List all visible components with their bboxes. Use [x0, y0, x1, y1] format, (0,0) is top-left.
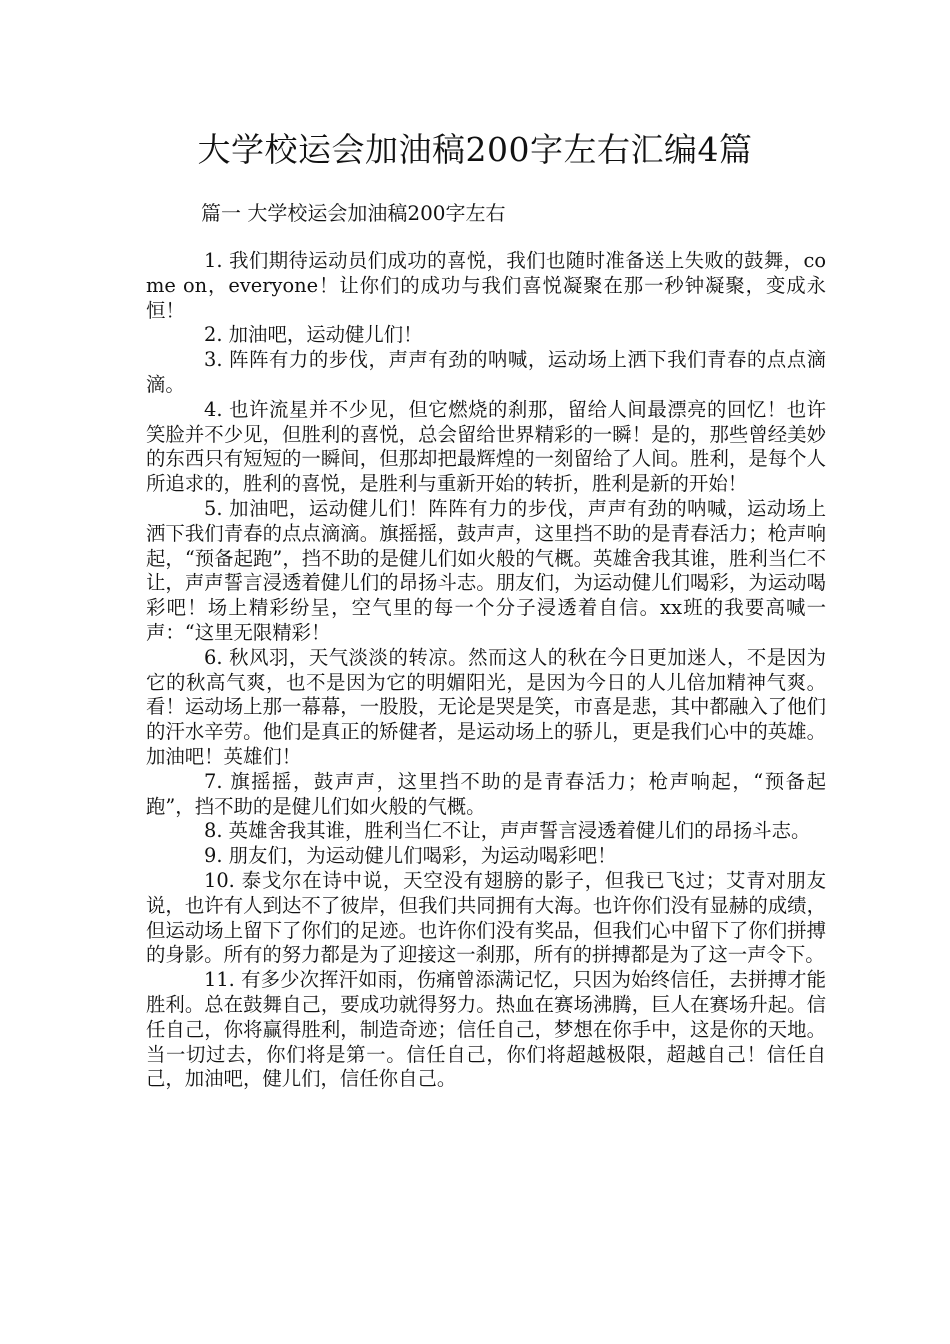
paragraph-8: 8. 英雄舍我其谁，胜利当仁不让，声声誓言浸透着健儿们的昂扬斗志。 — [204, 819, 811, 843]
section-heading: 篇一 大学校运会加油稿200字左右 — [201, 201, 506, 225]
paragraph-2: 2. 加油吧，运动健儿们！ — [204, 323, 423, 347]
paragraph-10: 10. 泰戈尔在诗中说，天空没有翅膀的影子，但我已飞过；艾青对朋友说，也许有人到达不了彼岸，但我们共同拥有大海。也许你们没有显赫的成绩，但运动场上留下了你们的足迹。也许你们没有奖品，但我们心中留下了你们拼搏的身影。所有的努力都是为了迎接这一刹那，所有的拼搏都是为了这一声令下。 — [146, 868, 826, 967]
paragraph-1: 1. 我们期待运动员们成功的喜悦，我们也随时准备送上失败的鼓舞，come on，everyone！让你们的成功与我们喜悦凝聚在那一秒钟凝聚，变成永恒！ — [146, 249, 826, 322]
paragraph-7: 7. 旗摇摇，鼓声声，这里挡不助的是青春活力；枪声响起，“预备起跑”，挡不助的是健儿们如火般的气概。 — [146, 769, 826, 818]
paragraph-5: 5. 加油吧，运动健儿们！阵阵有力的步伐，声声有劲的呐喊，运动场上洒下我们青春的点点滴滴。旗摇摇，鼓声声，这里挡不助的是青春活力；枪声响起，“预备起跑”，挡不助的是健儿们如火般的气概。英雄舍我其谁，胜利当仁不让，声声誓言浸透着健儿们的昂扬斗志。朋友们，为运动健儿们喝彩，为运动喝彩吧！场上精彩纷呈，空气里的每一个分子浸透着自信。xx班的我要高喊一声：“这里无限精彩！ — [146, 496, 826, 644]
paragraph-11: 11. 有多少次挥汗如雨，伤痛曾添满记忆，只因为始终信任，去拼搏才能胜利。总在鼓舞自己，要成功就得努力。热血在赛场沸腾，巨人在赛场升起。信任自己，你将赢得胜利，制造奇迹；信任自己，梦想在你手中，这是你的天地。当一切过去，你们将是第一。信任自己，你们将超越极限，超越自己！信任自己，加油吧，健儿们，信任你自己。 — [146, 968, 826, 1091]
document-title: 大学校运会加油稿200字左右汇编4篇 — [197, 130, 753, 169]
paragraph-9: 9. 朋友们，为运动健儿们喝彩，为运动喝彩吧！ — [204, 844, 617, 868]
document-body — [146, 249, 826, 1092]
paragraph-3: 3. 阵阵有力的步伐，声声有劲的呐喊，运动场上洒下我们青春的点点滴滴。 — [146, 348, 826, 396]
paragraph-4: 4. 也许流星并不少见，但它燃烧的刹那，留给人间最漂亮的回忆！也许笑脸并不少见，但胜利的喜悦，总会留给世界精彩的一瞬！是的，那些曾经美妙的东西只有短短的一瞬间，但那却把最辉煌的一刻留给了人间。胜利，是每个人所追求的，胜利的喜悦，是胜利与重新开始的转折，胜利是新的开始！ — [146, 397, 826, 496]
paragraph-6: 6. 秋风羽，天气淡淡的转凉。然而这人的秋在今日更加迷人，不是因为它的秋高气爽，也不是因为它的明媚阳光，是因为今日的人儿倍加精神气爽。看！运动场上那一幕幕，一股股，无论是哭是笑，市喜是悲，其中都融入了他们的汗水辛劳。他们是真正的矫健者，是运动场上的骄儿，更是我们心中的英雄。加油吧！英雄们！ — [146, 645, 826, 768]
